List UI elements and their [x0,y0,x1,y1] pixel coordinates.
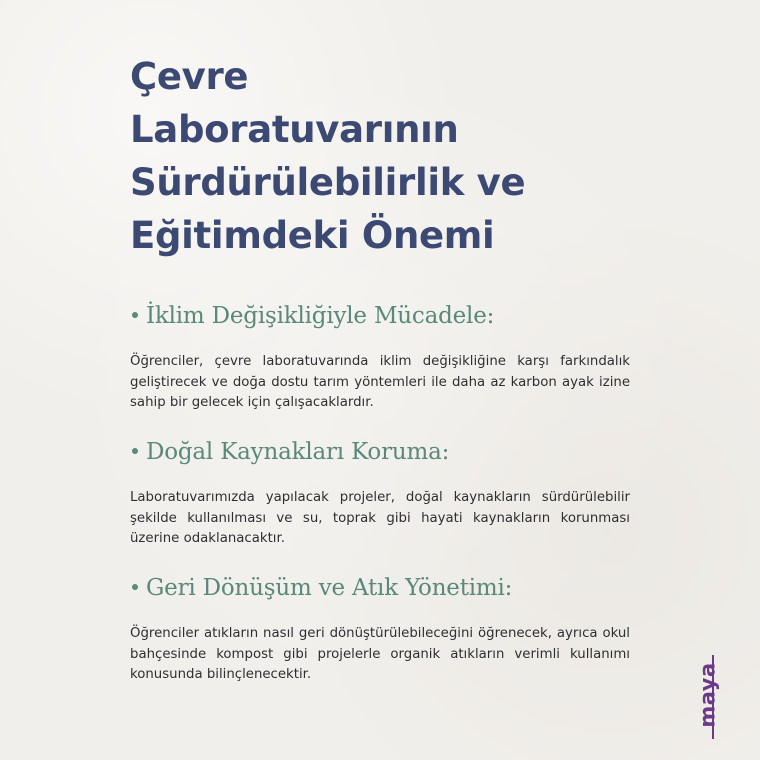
title-line: Sürdürülebilirlik ve [130,161,526,204]
section-recycling [130,574,630,686]
title-line: Laboratuvarının [130,108,459,151]
bullet-icon [132,312,138,318]
section-natural-resources [130,438,630,550]
section-body: Öğrenciler, çevre laboratuvarında iklim değişikliğine karşı farkındalık geliştirecek ve doğa dostu tarım yöntemleri ile daha az karbon ayak izine sahip bir gelecek için çalışacaklardır. [130,354,630,410]
section-climate [130,302,630,414]
section-heading-text: İklim Değişikliğiyle Mücadele: [146,303,495,329]
section-heading [130,438,630,466]
section-heading-text: Geri Dönüşüm ve Atık Yönetimi: [146,575,513,601]
section-heading-text: Doğal Kaynakları Koruma: [146,439,450,465]
title-line: Eğitimdeki Önemi [130,214,495,257]
section-heading [130,574,630,602]
section-heading [130,302,630,330]
content-area [130,0,630,760]
title-line: Çevre [130,55,249,98]
logo-text: maya [695,662,720,728]
section-body: Öğrenciler atıkların nasıl geri dönüştürülebileceğini öğrenecek, ayrıca okul bahçesinde kompost gibi projelerle organik atıkların verimli kullanımı konusunda bilinçlenecektir. [130,626,630,682]
page-title [130,50,650,262]
bullet-icon [132,584,138,590]
bullet-icon [132,448,138,454]
maya-logo [686,655,726,739]
section-body: Laboratuvarımızda yapılacak projeler, doğal kaynakların sürdürülebilir şekilde kullanılması ve su, toprak gibi hayati kaynakların korunması üzerine odaklanacaktır. [130,490,630,546]
